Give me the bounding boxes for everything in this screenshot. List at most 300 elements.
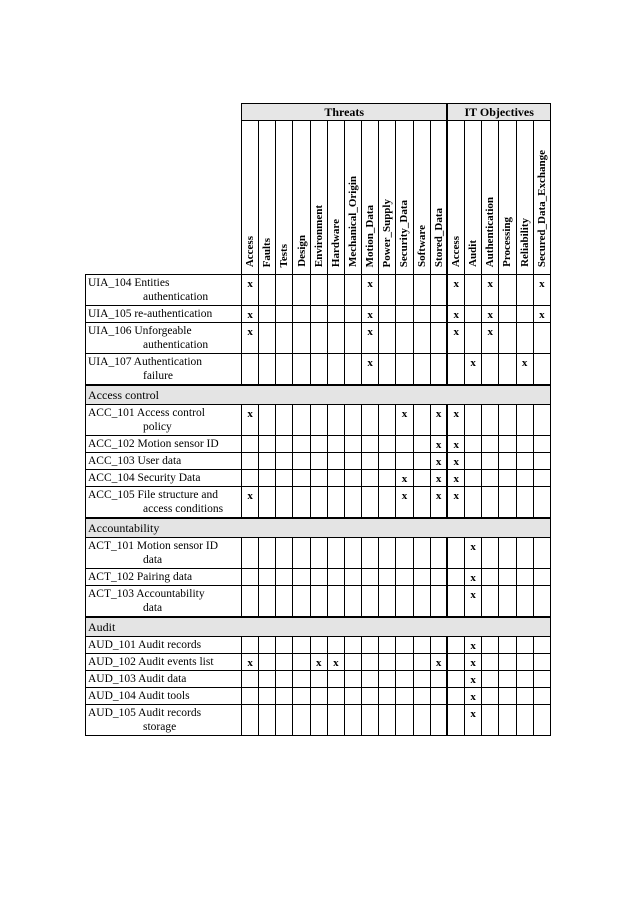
mark-cell-empty <box>362 654 379 671</box>
mark-cell-empty <box>516 586 533 618</box>
column-header-label: Processing <box>501 217 514 267</box>
mark-cell-empty <box>413 354 430 386</box>
requirement-label <box>86 405 242 436</box>
mark-cell-empty <box>499 705 516 736</box>
mark-cell-empty <box>379 323 396 354</box>
column-header-label: Stored_Data <box>432 207 445 267</box>
requirement-text: ACT_101 Motion sensor ID <box>88 540 219 552</box>
requirement-label <box>86 470 242 487</box>
mark-cell-empty <box>379 671 396 688</box>
mark-cell-empty <box>327 354 344 386</box>
mark-cell-checked: x <box>447 487 464 519</box>
mark-cell-empty <box>259 637 276 654</box>
column-header <box>430 121 447 275</box>
table-row <box>86 654 551 671</box>
mark-cell-empty <box>379 637 396 654</box>
group-header-row <box>86 104 551 121</box>
column-header-label: Environment <box>312 204 325 267</box>
mark-cell-empty <box>413 671 430 688</box>
table-row <box>86 306 551 323</box>
mark-cell-empty <box>344 405 361 436</box>
mark-cell-empty <box>499 487 516 519</box>
column-header-label: Hardware <box>329 218 342 267</box>
mark-cell-empty <box>516 470 533 487</box>
mark-cell-checked: x <box>465 688 482 705</box>
mark-cell-empty <box>276 436 293 453</box>
mark-cell-empty <box>430 569 447 586</box>
mark-cell-empty <box>344 654 361 671</box>
requirement-label <box>86 654 242 671</box>
requirement-label <box>86 637 242 654</box>
mark-cell-empty <box>447 688 464 705</box>
mark-cell-empty <box>516 538 533 569</box>
requirement-text: data <box>143 554 163 566</box>
mark-cell-empty <box>430 323 447 354</box>
mark-cell-empty <box>533 354 550 386</box>
mark-cell-empty <box>482 688 499 705</box>
mark-cell-empty <box>310 538 327 569</box>
mark-cell-empty <box>430 306 447 323</box>
table-row <box>86 569 551 586</box>
mark-cell-empty <box>344 453 361 470</box>
mark-cell-empty <box>293 354 310 386</box>
mark-cell-empty <box>413 470 430 487</box>
requirement-text: AUD_105 Audit records <box>88 707 202 719</box>
mark-cell-empty <box>516 436 533 453</box>
mark-cell-empty <box>499 470 516 487</box>
requirement-text: access conditions <box>143 503 224 515</box>
mark-cell-empty <box>396 671 413 688</box>
table-row <box>86 436 551 453</box>
mark-cell-empty <box>259 453 276 470</box>
mark-cell-empty <box>293 688 310 705</box>
mark-cell-empty <box>276 654 293 671</box>
mark-cell-checked: x <box>362 306 379 323</box>
mark-cell-empty <box>516 637 533 654</box>
mark-cell-empty <box>310 436 327 453</box>
mark-cell-empty <box>516 688 533 705</box>
requirement-label <box>86 323 242 354</box>
mark-cell-empty <box>259 654 276 671</box>
mark-cell-empty <box>447 671 464 688</box>
mark-cell-empty <box>327 470 344 487</box>
mark-cell-empty <box>276 569 293 586</box>
mark-cell-empty <box>413 323 430 354</box>
mark-cell-empty <box>344 354 361 386</box>
mark-cell-empty <box>293 323 310 354</box>
mark-cell-empty <box>242 688 259 705</box>
requirement-label <box>86 586 242 618</box>
mark-cell-empty <box>482 470 499 487</box>
mark-cell-empty <box>276 538 293 569</box>
mark-cell-empty <box>430 275 447 306</box>
mark-cell-empty <box>413 436 430 453</box>
mark-cell-empty <box>499 453 516 470</box>
mark-cell-empty <box>413 654 430 671</box>
column-header <box>310 121 327 275</box>
mark-cell-empty <box>310 688 327 705</box>
mark-cell-checked: x <box>310 654 327 671</box>
mark-cell-checked: x <box>482 323 499 354</box>
column-header-label: Faults <box>261 237 274 267</box>
mark-cell-empty <box>242 436 259 453</box>
mark-cell-empty <box>533 586 550 618</box>
mark-cell-empty <box>413 538 430 569</box>
mark-cell-empty <box>327 569 344 586</box>
mark-cell-checked: x <box>430 405 447 436</box>
mark-cell-empty <box>396 688 413 705</box>
mark-cell-empty <box>276 487 293 519</box>
mark-cell-empty <box>379 705 396 736</box>
column-header-label: Design <box>295 235 308 267</box>
mark-cell-empty <box>413 306 430 323</box>
mark-cell-empty <box>413 453 430 470</box>
mark-cell-empty <box>499 306 516 323</box>
mark-cell-empty <box>293 470 310 487</box>
mark-cell-empty <box>293 705 310 736</box>
table-row <box>86 637 551 654</box>
requirement-label <box>86 354 242 386</box>
mark-cell-empty <box>259 306 276 323</box>
mark-cell-empty <box>344 538 361 569</box>
mark-cell-empty <box>344 306 361 323</box>
mark-cell-empty <box>293 275 310 306</box>
mark-cell-empty <box>482 487 499 519</box>
mark-cell-checked: x <box>396 487 413 519</box>
mark-cell-empty <box>259 354 276 386</box>
mark-cell-empty <box>310 569 327 586</box>
mark-cell-empty <box>465 436 482 453</box>
table-row <box>86 586 551 618</box>
requirement-text: authentication <box>143 339 209 351</box>
mark-cell-empty <box>327 705 344 736</box>
mark-cell-empty <box>293 586 310 618</box>
requirement-text: ACT_102 Pairing data <box>88 571 193 583</box>
mark-cell-empty <box>362 671 379 688</box>
table-row <box>86 405 551 436</box>
mark-cell-empty <box>327 586 344 618</box>
mark-cell-checked: x <box>362 275 379 306</box>
column-header <box>447 121 464 275</box>
mark-cell-empty <box>310 470 327 487</box>
mark-cell-empty <box>516 323 533 354</box>
column-header-label: Secured_Data_Exchange <box>535 149 548 267</box>
mark-cell-checked: x <box>447 323 464 354</box>
mark-cell-empty <box>533 705 550 736</box>
column-header <box>242 121 259 275</box>
mark-cell-empty <box>362 470 379 487</box>
mark-cell-checked: x <box>482 275 499 306</box>
mark-cell-empty <box>276 323 293 354</box>
mark-cell-empty <box>482 705 499 736</box>
mark-cell-empty <box>430 637 447 654</box>
section-row <box>86 617 551 637</box>
mark-cell-empty <box>413 586 430 618</box>
mark-cell-empty <box>482 453 499 470</box>
mark-cell-empty <box>379 569 396 586</box>
mark-cell-empty <box>293 637 310 654</box>
column-header <box>276 121 293 275</box>
table-row <box>86 538 551 569</box>
mark-cell-empty <box>293 671 310 688</box>
mark-cell-empty <box>327 275 344 306</box>
group-header-it-objectives: IT Objectives <box>447 104 550 121</box>
mark-cell-empty <box>327 637 344 654</box>
mark-cell-empty <box>362 637 379 654</box>
mark-cell-empty <box>533 671 550 688</box>
mark-cell-empty <box>396 306 413 323</box>
mark-cell-empty <box>293 654 310 671</box>
mark-cell-empty <box>499 436 516 453</box>
mark-cell-empty <box>293 453 310 470</box>
requirement-text: ACC_101 Access control <box>88 407 205 419</box>
mark-cell-empty <box>362 586 379 618</box>
mark-cell-empty <box>379 688 396 705</box>
requirement-label <box>86 705 242 736</box>
mark-cell-empty <box>430 705 447 736</box>
mark-cell-empty <box>276 586 293 618</box>
mark-cell-empty <box>379 586 396 618</box>
mark-cell-empty <box>259 405 276 436</box>
mark-cell-empty <box>327 323 344 354</box>
mark-cell-empty <box>499 586 516 618</box>
section-label: Accountability <box>86 518 551 538</box>
mark-cell-empty <box>396 705 413 736</box>
mark-cell-empty <box>499 688 516 705</box>
mark-cell-empty <box>310 405 327 436</box>
mark-cell-checked: x <box>465 671 482 688</box>
mark-cell-empty <box>482 671 499 688</box>
mark-cell-checked: x <box>482 306 499 323</box>
mark-cell-checked: x <box>242 405 259 436</box>
mark-cell-empty <box>516 654 533 671</box>
column-header <box>344 121 361 275</box>
column-header-row <box>86 121 551 275</box>
mark-cell-checked: x <box>465 354 482 386</box>
mark-cell-empty <box>413 569 430 586</box>
mark-cell-empty <box>465 453 482 470</box>
mark-cell-empty <box>242 569 259 586</box>
requirement-text: AUD_103 Audit data <box>88 673 187 685</box>
column-header <box>396 121 413 275</box>
mark-cell-checked: x <box>447 436 464 453</box>
mark-cell-empty <box>447 569 464 586</box>
mark-cell-empty <box>396 354 413 386</box>
mark-cell-empty <box>362 705 379 736</box>
requirement-text: authentication <box>143 291 209 303</box>
mark-cell-empty <box>396 586 413 618</box>
mark-cell-empty <box>499 275 516 306</box>
mark-cell-empty <box>482 586 499 618</box>
mark-cell-empty <box>276 705 293 736</box>
mark-cell-empty <box>533 688 550 705</box>
mark-cell-empty <box>379 453 396 470</box>
mark-cell-checked: x <box>396 405 413 436</box>
section-label: Audit <box>86 617 551 637</box>
mark-cell-empty <box>310 586 327 618</box>
mark-cell-empty <box>465 405 482 436</box>
section-row <box>86 518 551 538</box>
requirement-label <box>86 436 242 453</box>
mark-cell-empty <box>327 688 344 705</box>
mark-cell-empty <box>499 405 516 436</box>
mark-cell-checked: x <box>362 323 379 354</box>
mark-cell-checked: x <box>362 354 379 386</box>
mark-cell-empty <box>533 323 550 354</box>
mark-cell-empty <box>465 275 482 306</box>
mark-cell-empty <box>379 538 396 569</box>
mark-cell-checked: x <box>242 306 259 323</box>
mark-cell-empty <box>430 538 447 569</box>
mark-cell-empty <box>379 306 396 323</box>
mark-cell-empty <box>344 436 361 453</box>
column-header-label: Mechanical_Origin <box>347 175 360 267</box>
mark-cell-empty <box>310 487 327 519</box>
mark-cell-empty <box>310 306 327 323</box>
mark-cell-empty <box>482 354 499 386</box>
requirement-text: UIA_104 Entities <box>88 277 170 289</box>
mark-cell-empty <box>344 705 361 736</box>
mark-cell-empty <box>242 470 259 487</box>
mark-cell-checked: x <box>447 275 464 306</box>
requirement-text: AUD_101 Audit records <box>88 639 202 651</box>
requirement-text: AUD_102 Audit events list <box>88 656 214 668</box>
mark-cell-empty <box>259 487 276 519</box>
mark-cell-empty <box>465 306 482 323</box>
mark-cell-empty <box>259 275 276 306</box>
mark-cell-empty <box>499 354 516 386</box>
mark-cell-empty <box>482 436 499 453</box>
mark-cell-empty <box>276 275 293 306</box>
mark-cell-checked: x <box>447 453 464 470</box>
mark-cell-empty <box>499 538 516 569</box>
mark-cell-empty <box>379 470 396 487</box>
mark-cell-checked: x <box>430 470 447 487</box>
mark-cell-empty <box>533 470 550 487</box>
requirement-text: data <box>143 602 163 614</box>
column-header-label: Software <box>415 225 428 267</box>
mark-cell-empty <box>447 354 464 386</box>
mark-cell-checked: x <box>465 569 482 586</box>
mark-cell-empty <box>430 586 447 618</box>
mark-cell-empty <box>413 705 430 736</box>
requirement-label <box>86 487 242 519</box>
mark-cell-empty <box>344 586 361 618</box>
mark-cell-empty <box>379 405 396 436</box>
mark-cell-empty <box>310 275 327 306</box>
mark-cell-empty <box>482 654 499 671</box>
mark-cell-empty <box>396 654 413 671</box>
mark-cell-empty <box>310 354 327 386</box>
mark-cell-empty <box>533 405 550 436</box>
table-row <box>86 671 551 688</box>
mark-cell-empty <box>379 654 396 671</box>
requirement-text: ACT_103 Accountability <box>88 588 205 600</box>
mark-cell-empty <box>516 671 533 688</box>
mark-cell-empty <box>533 637 550 654</box>
mark-cell-empty <box>413 637 430 654</box>
column-header <box>533 121 550 275</box>
mark-cell-checked: x <box>430 487 447 519</box>
requirement-text: UIA_107 Authentication <box>88 356 203 368</box>
requirement-label <box>86 453 242 470</box>
mark-cell-empty <box>465 323 482 354</box>
table-row <box>86 275 551 306</box>
column-header <box>516 121 533 275</box>
mark-cell-empty <box>499 569 516 586</box>
mark-cell-empty <box>293 487 310 519</box>
requirement-label <box>86 306 242 323</box>
mark-cell-empty <box>362 487 379 519</box>
mark-cell-empty <box>242 538 259 569</box>
mark-cell-empty <box>344 637 361 654</box>
mark-cell-empty <box>396 569 413 586</box>
table-row <box>86 354 551 386</box>
mark-cell-empty <box>465 487 482 519</box>
mark-cell-empty <box>516 306 533 323</box>
mark-cell-empty <box>327 405 344 436</box>
blank-corner <box>86 104 242 121</box>
mark-cell-checked: x <box>465 654 482 671</box>
mark-cell-empty <box>413 688 430 705</box>
column-header <box>465 121 482 275</box>
requirements-threats-matrix <box>85 103 551 736</box>
mark-cell-empty <box>259 671 276 688</box>
column-header <box>327 121 344 275</box>
mark-cell-empty <box>499 654 516 671</box>
column-header <box>413 121 430 275</box>
mark-cell-empty <box>276 688 293 705</box>
requirement-label <box>86 275 242 306</box>
mark-cell-empty <box>259 688 276 705</box>
mark-cell-empty <box>344 688 361 705</box>
mark-cell-empty <box>327 487 344 519</box>
mark-cell-empty <box>259 569 276 586</box>
mark-cell-empty <box>533 453 550 470</box>
mark-cell-checked: x <box>533 275 550 306</box>
mark-cell-empty <box>447 654 464 671</box>
mark-cell-empty <box>482 538 499 569</box>
mark-cell-empty <box>447 586 464 618</box>
table-row <box>86 323 551 354</box>
blank-corner-lower <box>86 121 242 275</box>
mark-cell-empty <box>310 671 327 688</box>
requirement-text: ACC_105 File structure and <box>88 489 218 501</box>
mark-cell-empty <box>276 354 293 386</box>
table-row <box>86 453 551 470</box>
mark-cell-empty <box>379 487 396 519</box>
requirement-label <box>86 688 242 705</box>
mark-cell-checked: x <box>327 654 344 671</box>
mark-cell-empty <box>447 637 464 654</box>
mark-cell-empty <box>344 323 361 354</box>
mark-cell-empty <box>242 671 259 688</box>
mark-cell-empty <box>396 275 413 306</box>
mark-cell-empty <box>379 354 396 386</box>
column-header <box>379 121 396 275</box>
column-header-label: Access <box>244 235 257 267</box>
mark-cell-empty <box>327 453 344 470</box>
requirement-text: ACC_104 Security Data <box>88 472 201 484</box>
requirement-text: ACC_102 Motion sensor ID <box>88 438 219 450</box>
section-label: Access control <box>86 385 551 405</box>
mark-cell-checked: x <box>242 654 259 671</box>
column-header-label: Motion_Data <box>364 204 377 267</box>
mark-cell-empty <box>276 405 293 436</box>
section-row <box>86 385 551 405</box>
requirement-text: AUD_104 Audit tools <box>88 690 190 702</box>
mark-cell-checked: x <box>465 586 482 618</box>
